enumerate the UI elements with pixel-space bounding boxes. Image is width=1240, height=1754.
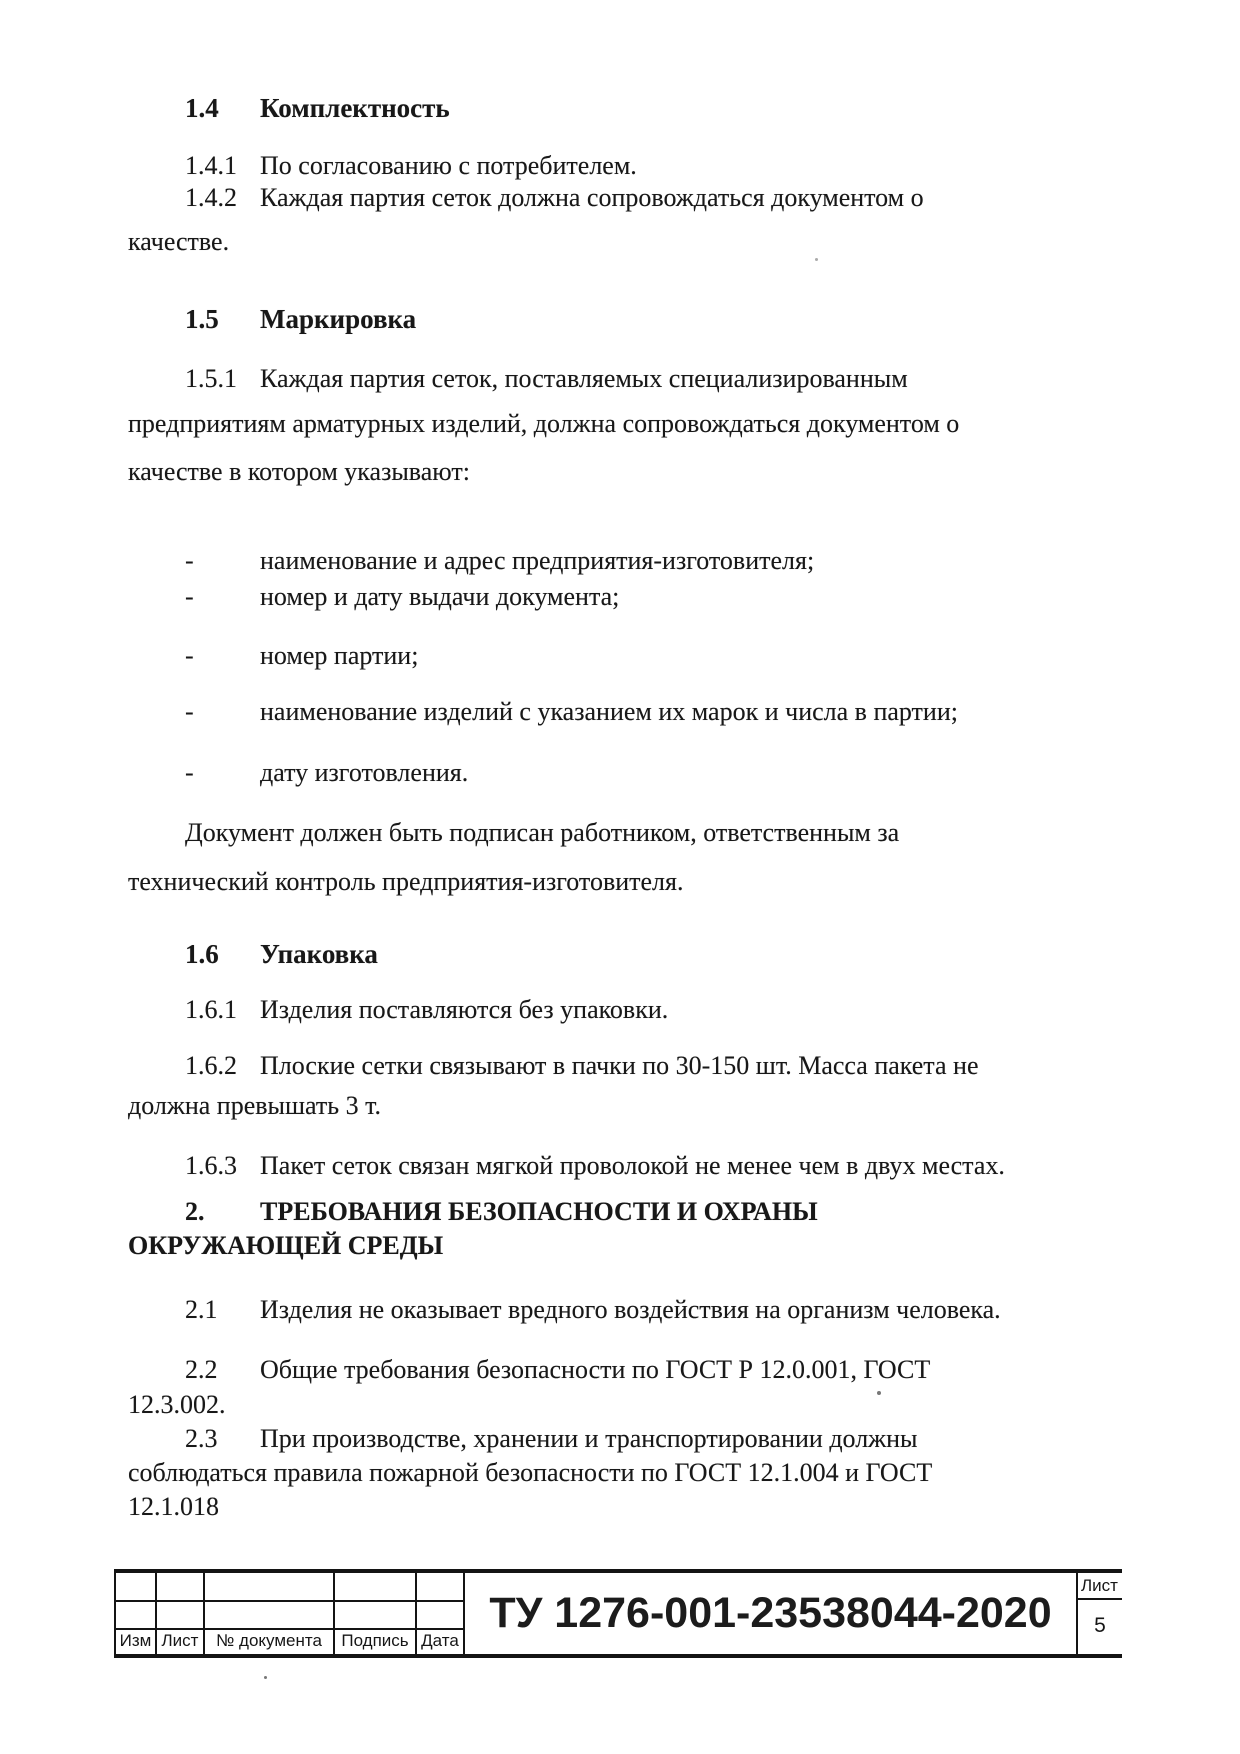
marking-list-item [185, 581, 619, 613]
section-heading-1-6 [185, 938, 378, 970]
list-item-text: дату изготовления. [260, 758, 469, 787]
item-text: Пакет сеток связан мягкой проволокой не менее чем в двух местах. [260, 1151, 1005, 1180]
section-heading-2-line-2: ОКРУЖАЮЩЕЙ СРЕДЫ [128, 1231, 444, 1260]
section-heading-1-5 [185, 303, 416, 335]
item-text: Изделия не оказывает вредного воздействия на организм человека. [260, 1295, 1001, 1324]
para-1-6-1 [185, 994, 668, 1026]
para-1-4-1 [185, 150, 637, 182]
list-item-dash: - [185, 582, 194, 611]
item-text: По согласованию с потребителем. [260, 151, 637, 180]
marking-list-item [185, 545, 814, 577]
section-title: Комплектность [260, 93, 450, 123]
item-number: 2.2 [185, 1355, 218, 1384]
list-item-text: номер и дату выдачи документа; [260, 582, 620, 611]
section-title: Упаковка [260, 939, 378, 969]
section-heading-1-4 [185, 92, 450, 124]
item-number: 1.4.2 [185, 183, 237, 212]
marking-list-item [185, 757, 468, 789]
item-text: Изделия поставляются без упаковки. [260, 995, 669, 1024]
stamp-column-label-list: Лист [161, 1631, 199, 1650]
list-item-text: наименование и адрес предприятия-изготовителя; [260, 546, 815, 575]
para-2-1 [185, 1294, 1001, 1326]
marking-list-item [185, 696, 958, 728]
para-1-6-2-line-1 [185, 1050, 978, 1082]
para-1-6-2-line-2: должна превышать 3 т. [128, 1091, 381, 1120]
section-number: 1.5 [185, 304, 219, 334]
section-number: 2. [185, 1197, 205, 1226]
para-2-3-line-2: соблюдаться правила пожарной безопасности по ГОСТ 12.1.004 и ГОСТ [128, 1458, 933, 1487]
list-item-dash: - [185, 546, 194, 575]
sheet-label: Лист [1078, 1573, 1122, 1600]
para-2-3-line-1 [185, 1423, 918, 1455]
para-2-2-line-1 [185, 1354, 930, 1386]
section-title: ТРЕБОВАНИЯ БЕЗОПАСНОСТИ И ОХРАНЫ [260, 1197, 818, 1226]
sheet-cell [1078, 1573, 1122, 1654]
scan-speckle [264, 1676, 267, 1679]
marking-list-item [185, 640, 418, 672]
para-1-4-2-line-1 [185, 182, 924, 214]
sheet-number-value: 5 [1094, 1614, 1106, 1637]
doc-designation-cell [463, 1573, 1078, 1654]
para-document-signed-line-2: технический контроль предприятия-изготовителя. [128, 867, 684, 896]
list-item-dash: - [185, 697, 194, 726]
stamp-column-label-data: Дата [421, 1631, 459, 1650]
list-item-dash: - [185, 758, 194, 787]
stamp-column-label-doc-num: № документа [216, 1631, 322, 1650]
para-2-3-line-3: 12.1.018 [128, 1492, 219, 1521]
doc-designation: ТУ 1276-001-23538044-2020 [489, 1589, 1052, 1637]
para-2-2-line-2: 12.3.002. [128, 1390, 226, 1419]
list-item-text: наименование изделий с указанием их марок и числа в партии; [260, 697, 958, 726]
stamp-column-label-izm: Изм [119, 1631, 152, 1650]
para-1-5-1-line-1 [185, 363, 908, 395]
title-block [114, 1569, 1122, 1658]
section-title: Маркировка [260, 304, 417, 334]
section-number: 1.4 [185, 93, 219, 123]
item-text: Каждая партия сеток, поставляемых специализированным [260, 364, 908, 393]
para-1-6-3 [185, 1150, 1005, 1182]
item-number: 1.4.1 [185, 151, 237, 180]
item-text: Каждая партия сеток должна сопровождаться документом о [260, 183, 924, 212]
list-item-text: номер партии; [260, 641, 419, 670]
item-text: Общие требования безопасности по ГОСТ Р 12.0.001, ГОСТ [260, 1355, 931, 1384]
para-1-5-1-line-3: качестве в котором указывают: [128, 457, 470, 486]
section-number: 1.6 [185, 939, 219, 969]
stamp-horizontal-line [114, 1600, 463, 1602]
list-item-dash: - [185, 641, 194, 670]
section-heading-2-line-1 [185, 1196, 818, 1228]
stamp-column-label-podpis: Подпись [341, 1631, 409, 1650]
item-number: 1.5.1 [185, 364, 237, 393]
scan-speckle [815, 258, 818, 261]
item-text: Плоские сетки связывают в пачки по 30-150 шт. Масса пакета не [260, 1051, 979, 1080]
para-document-signed-line-1: Документ должен быть подписан работником, ответственным за [185, 818, 900, 847]
item-number: 2.1 [185, 1295, 218, 1324]
para-1-5-1-line-2: предприятиям арматурных изделий, должна сопровождаться документом о [128, 409, 960, 438]
para-1-4-2-line-2: качестве. [128, 227, 230, 256]
item-number: 1.6.2 [185, 1051, 237, 1080]
item-text: При производстве, хранении и транспортировании должны [260, 1424, 918, 1453]
scan-speckle [877, 1391, 881, 1395]
item-number: 1.6.3 [185, 1151, 237, 1180]
item-number: 2.3 [185, 1424, 218, 1453]
item-number: 1.6.1 [185, 995, 237, 1024]
